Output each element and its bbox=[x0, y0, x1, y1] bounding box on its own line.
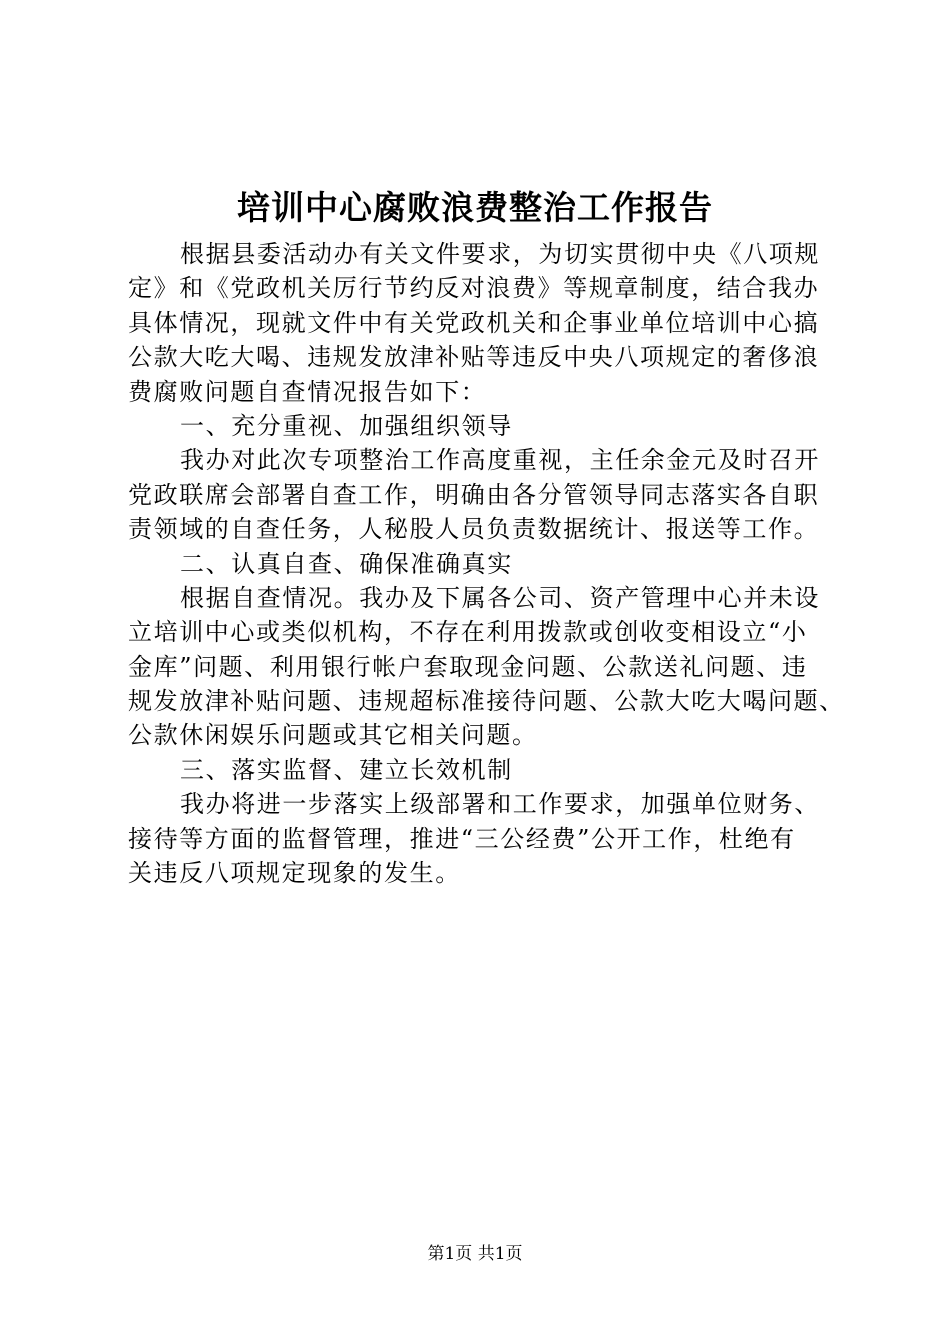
section-heading-1: 一、充分重视、加强组织领导 bbox=[180, 411, 513, 440]
paragraph-section3-line-2: 接待等方面的监督管理，推进“三公经费”公开工作，杜绝有 bbox=[128, 824, 796, 853]
paragraph-intro-line-5: 费腐败问题自查情况报告如下： bbox=[128, 377, 487, 406]
paragraph-section1-line-1: 我办对此次专项整治工作高度重视，主任余金元及时召开 bbox=[180, 446, 820, 475]
section-heading-3: 三、落实监督、建立长效机制 bbox=[180, 755, 513, 784]
paragraph-section1-line-2: 党政联席会部署自查工作，明确由各分管领导同志落实各自职 bbox=[128, 480, 820, 509]
paragraph-section2-line-3: 金库”问题、利用银行帐户套取现金问题、公款送礼问题、违 bbox=[128, 652, 808, 681]
paragraph-section2-line-1: 根据自查情况。我办及下属各公司、资产管理中心并未设 bbox=[180, 583, 820, 612]
paragraph-intro-line-1: 根据县委活动办有关文件要求，为切实贯彻中央《八项规 bbox=[180, 240, 820, 268]
document-title: 培训中心腐败浪费整治工作报告 bbox=[237, 188, 713, 227]
paragraph-section3-line-3: 关违反八项规定现象的发生。 bbox=[128, 859, 461, 888]
paragraph-section1-line-3: 责领域的自查任务，人秘股人员负责数据统计、报送等工作。 bbox=[128, 515, 820, 544]
section-heading-2: 二、认真自查、确保准确真实 bbox=[180, 549, 513, 578]
paragraph-section3-line-1: 我办将进一步落实上级部署和工作要求，加强单位财务、 bbox=[180, 790, 820, 819]
paragraph-section2-line-5: 公款休闲娱乐问题或其它相关问题。 bbox=[128, 721, 538, 750]
page-footer: 第1页 共1页 bbox=[427, 1244, 523, 1264]
paragraph-section2-line-2: 立培训中心或类似机构，不存在利用拨款或创收变相设立“小 bbox=[128, 618, 808, 647]
paragraph-intro-line-4: 公款大吃大喝、违规发放津补贴等违反中央八项规定的奢侈浪 bbox=[128, 343, 820, 372]
document-body bbox=[128, 237, 860, 890]
paragraph-intro-line-3: 具体情况，现就文件中有关党政机关和企事业单位培训中心搞 bbox=[128, 308, 820, 337]
paragraph-section2-line-4: 规发放津补贴问题、违规超标准接待问题、公款大吃大喝问题、 bbox=[128, 687, 845, 716]
paragraph-intro-line-2: 定》和《党政机关厉行节约反对浪费》等规章制度，结合我办 bbox=[128, 274, 820, 303]
